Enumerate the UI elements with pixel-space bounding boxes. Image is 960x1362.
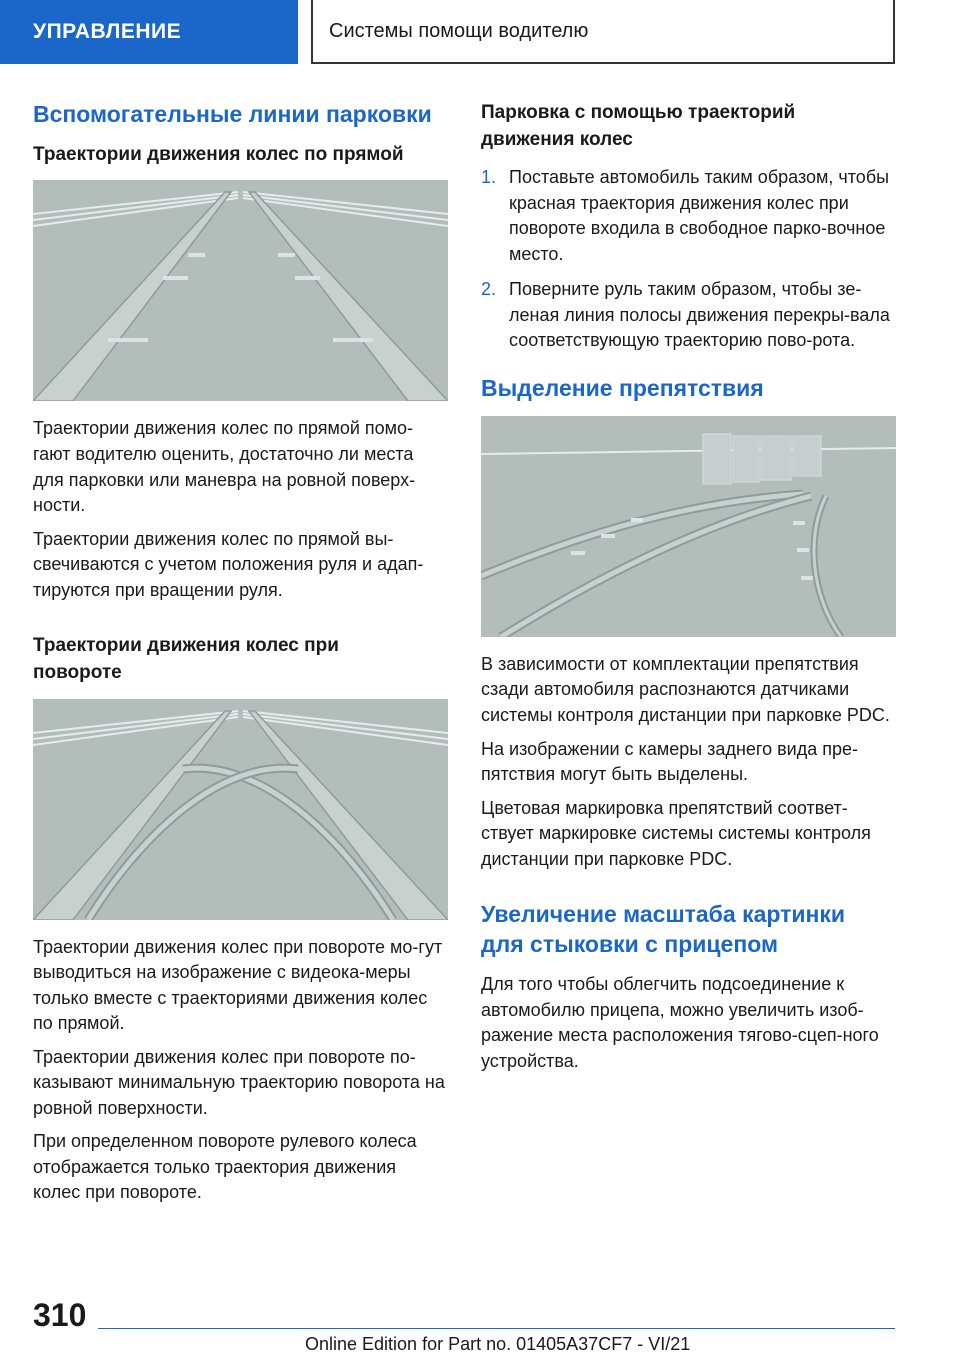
section-heading-parking-lines: Вспомогательные линии парковки [33,101,432,127]
left-column [33,100,448,1214]
paragraph: Цветовая маркировка препятствий соответ-ствует маркировке системы системы контроля дистанции при парковке PDC. [481,797,871,869]
page-number: 310 [33,1297,87,1333]
header-chapter: Системы помощи водителю [311,0,895,64]
step-text: Поставьте автомобиль таким образом, чтобы красная траектория движения колес при повороте входила в свободное парко-вочное место. [509,167,890,264]
footer-edition: Online Edition for Part no. 01405A37CF7 - VI/21 [305,1334,691,1354]
paragraph: Траектории движения колес по прямой вы-свечиваются с учетом положения руля и адап-тируются при вращении руля. [33,528,424,600]
subheading-parking-with-trajectories: Парковка с помощью траекторий движения колес [481,102,796,150]
steps-list [481,165,896,354]
figure-straight-trajectories [33,180,448,401]
paragraph: В зависимости от комплектации препятствия сзади автомобиля распознаются датчиками системы контроля дистанции при парковке PDC. [481,653,890,725]
header-section: УПРАВЛЕНИЕ [0,0,298,64]
paragraph: Для того чтобы облегчить подсоединение к автомобилю прицепа, можно увеличить изоб-ражение места расположения тягово-сцеп-ного устройства. [481,974,879,1071]
paragraph: Траектории движения колес при повороте по-казывают минимальную траекторию поворота на ровной поверхности. [33,1046,445,1118]
step-number: 1. [481,167,497,188]
subheading-turning: Траектории движения колес при повороте [33,635,339,683]
paragraph: Траектории движения колес по прямой помо-гают водителю оценить, достаточно ли места для парковки или маневра на ровной поверх-ности. [33,418,416,516]
subheading-straight: Траектории движения колес по прямой [33,143,404,165]
step-text: Поверните руль таким образом, чтобы зе-леная линия полосы движения перекры-вала соответствующую траекторию пово-рота. [509,279,890,351]
step-number: 2. [481,279,497,300]
paragraph: На изображении с камеры заднего вида пре-пятствия могут быть выделены. [481,738,858,785]
section-heading-obstacles: Выделение препятствия [481,375,764,402]
right-column [481,100,896,1082]
list-item [481,277,896,354]
footer-divider [98,1328,895,1329]
figure-turning-trajectories [33,699,448,920]
paragraph: Траектории движения колес при повороте мо-гут выводиться на изображение с видеока-меры только вместе с траекториями движения колес по прямой. [33,936,443,1034]
section-heading-trailer-zoom: Увеличение масштаба картинки для стыковки с прицепом [481,901,846,958]
paragraph: При определенном повороте рулевого колеса отображается только траектория движения колес при повороте. [33,1131,417,1203]
list-item [481,165,896,267]
figure-obstacle-highlight [481,416,896,637]
